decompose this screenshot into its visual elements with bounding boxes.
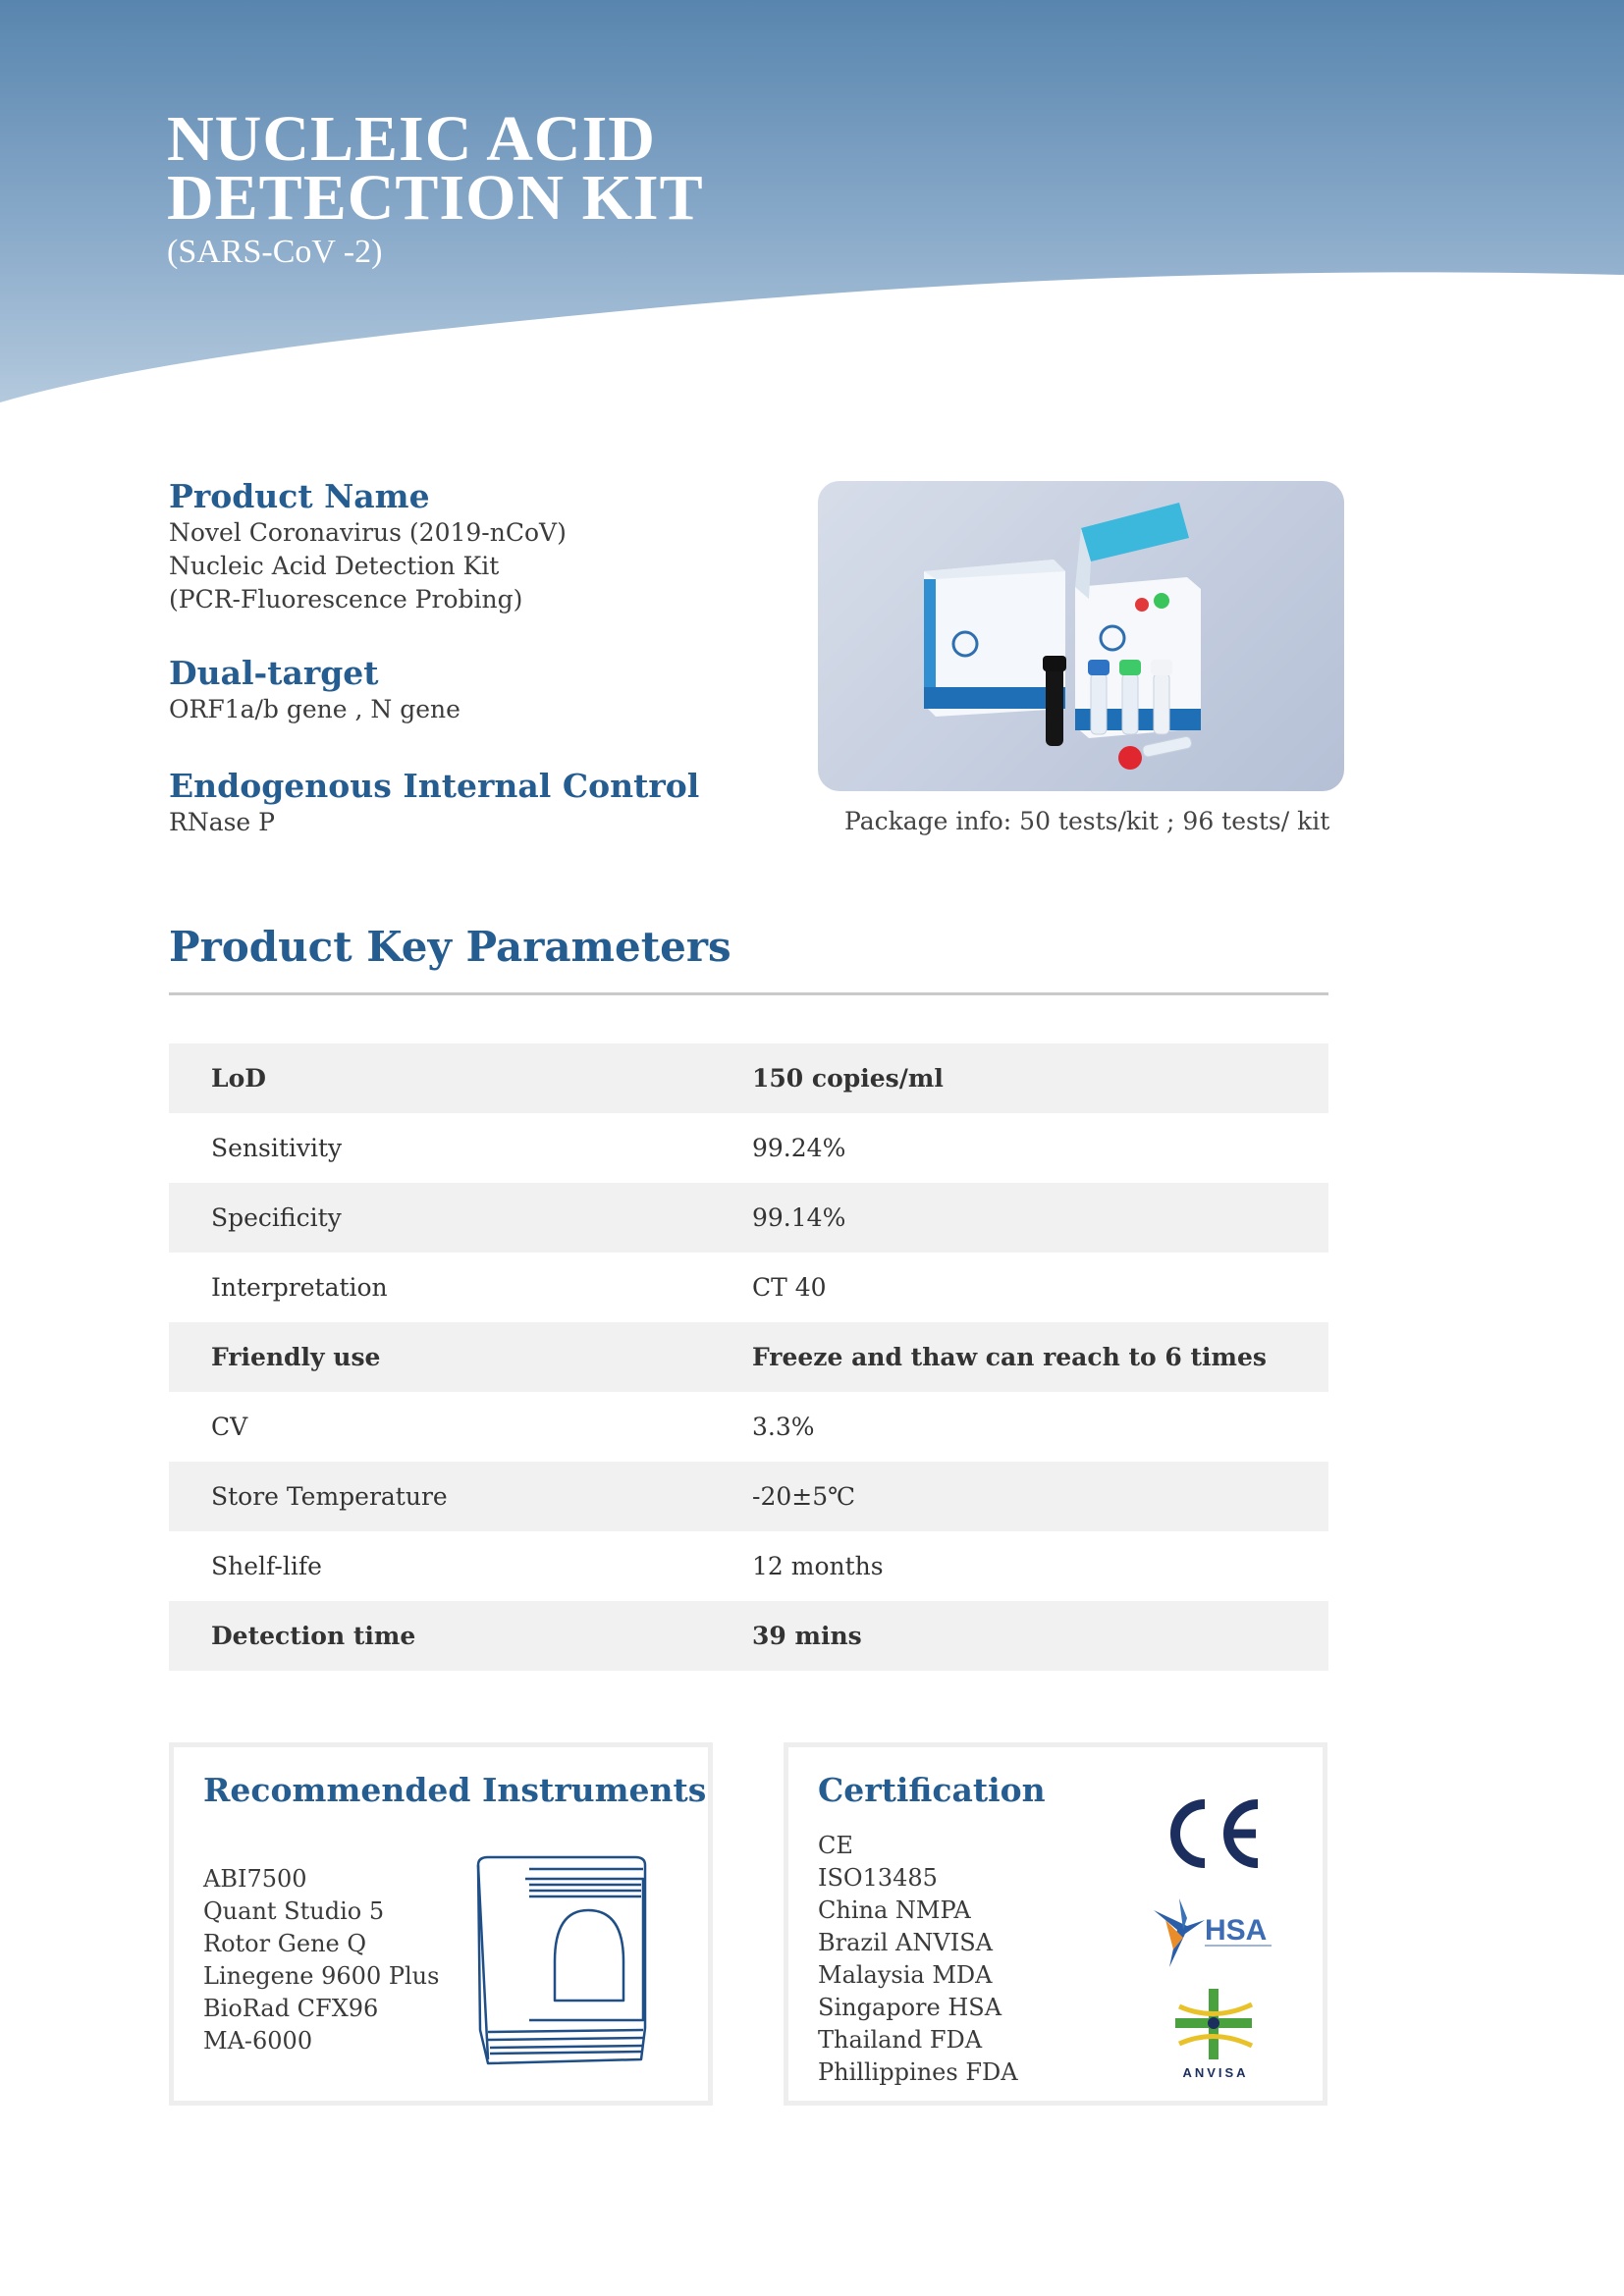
svg-text:ANVISA: ANVISA: [1182, 2065, 1249, 2080]
ce-mark-logo: [1160, 1796, 1266, 1871]
list-item: ISO13485: [818, 1864, 938, 1892]
list-item: China NMPA: [818, 1896, 971, 1924]
product-name-heading: Product Name: [169, 477, 430, 515]
pcr-instrument-icon: [468, 1853, 655, 2071]
table-row: [169, 1601, 1328, 1671]
list-item: Brazil ANVISA: [818, 1929, 993, 1956]
product-name-section: [169, 477, 567, 616]
certification-box: [784, 1742, 1327, 2106]
param-label: Store Temperature: [211, 1482, 448, 1511]
list-item: Phillippines FDA: [818, 2058, 1018, 2086]
list-item: CE: [818, 1832, 853, 1859]
title-line-2: DETECTION KIT: [167, 162, 704, 234]
list-item: MA-6000: [203, 2027, 313, 2055]
param-value: 99.24%: [752, 1134, 846, 1162]
param-label: Friendly use: [211, 1343, 381, 1371]
product-name-text: Novel Coronavirus (2019-nCoV) Nucleic Acid Detection Kit (PCR-Fluorescence Probing): [169, 518, 567, 614]
list-item: Singapore HSA: [818, 1994, 1002, 2021]
table-row: [169, 1392, 1328, 1462]
dual-target-section: [169, 654, 460, 726]
table-row: [169, 1253, 1328, 1322]
param-value: 3.3%: [752, 1413, 815, 1441]
param-value: 39 mins: [752, 1622, 862, 1650]
param-value: -20±5℃: [752, 1482, 856, 1511]
dual-target-text: ORF1a/b gene , N gene: [169, 695, 460, 723]
hsa-logo: [1144, 1891, 1281, 1971]
param-value: Freeze and thaw can reach to 6 times: [752, 1343, 1267, 1371]
list-item: Rotor Gene Q: [203, 1930, 367, 1957]
table-row: [169, 1043, 1328, 1113]
list-item: Quant Studio 5: [203, 1897, 385, 1925]
param-label: Sensitivity: [211, 1134, 343, 1162]
title-line-1: NUCLEIC ACID: [167, 103, 656, 175]
param-label: Interpretation: [211, 1273, 388, 1302]
instruments-box: [169, 1742, 713, 2106]
param-label: CV: [211, 1413, 248, 1441]
param-label: LoD: [211, 1064, 266, 1093]
table-row: [169, 1113, 1328, 1183]
section-divider: [169, 992, 1328, 995]
list-item: Thailand FDA: [818, 2026, 983, 2054]
parameters-heading: Product Key Parameters: [169, 923, 731, 971]
kit-illustration: [818, 481, 1344, 791]
internal-control-heading: Endogenous Internal Control: [169, 767, 700, 805]
dual-target-heading: Dual-target: [169, 654, 379, 692]
param-label: Shelf-life: [211, 1552, 322, 1580]
internal-control-section: [169, 767, 699, 839]
list-item: Linegene 9600 Plus: [203, 1962, 440, 1990]
instruments-list: [203, 1863, 439, 2057]
certification-list: [818, 1830, 1018, 2089]
parameters-table: [169, 1043, 1328, 1671]
package-info: Package info: 50 tests/kit ; 96 tests/ kit: [844, 807, 1330, 835]
product-photo: [818, 481, 1344, 791]
instruments-heading: Recommended Instruments: [203, 1771, 707, 1809]
param-value: 150 copies/ml: [752, 1064, 944, 1093]
param-label: Detection time: [211, 1622, 416, 1650]
anvisa-logo: [1162, 1985, 1270, 2083]
table-row: [169, 1531, 1328, 1601]
svg-text:HSA: HSA: [1205, 1914, 1268, 1947]
list-item: BioRad CFX96: [203, 1995, 379, 2022]
list-item: Malaysia MDA: [818, 1961, 993, 1989]
internal-control-text: RNase P: [169, 808, 275, 836]
page-title: [167, 103, 704, 234]
header-banner: [0, 0, 1624, 412]
table-row: [169, 1183, 1328, 1253]
table-row: [169, 1322, 1328, 1392]
page-subtitle: (SARS-CoV -2): [167, 234, 383, 270]
param-label: Specificity: [211, 1203, 342, 1232]
param-value: 12 months: [752, 1552, 884, 1580]
certification-heading: Certification: [818, 1771, 1046, 1809]
table-row: [169, 1462, 1328, 1531]
param-value: 99.14%: [752, 1203, 846, 1232]
param-value: CT 40: [752, 1273, 827, 1302]
list-item: ABI7500: [203, 1865, 307, 1893]
